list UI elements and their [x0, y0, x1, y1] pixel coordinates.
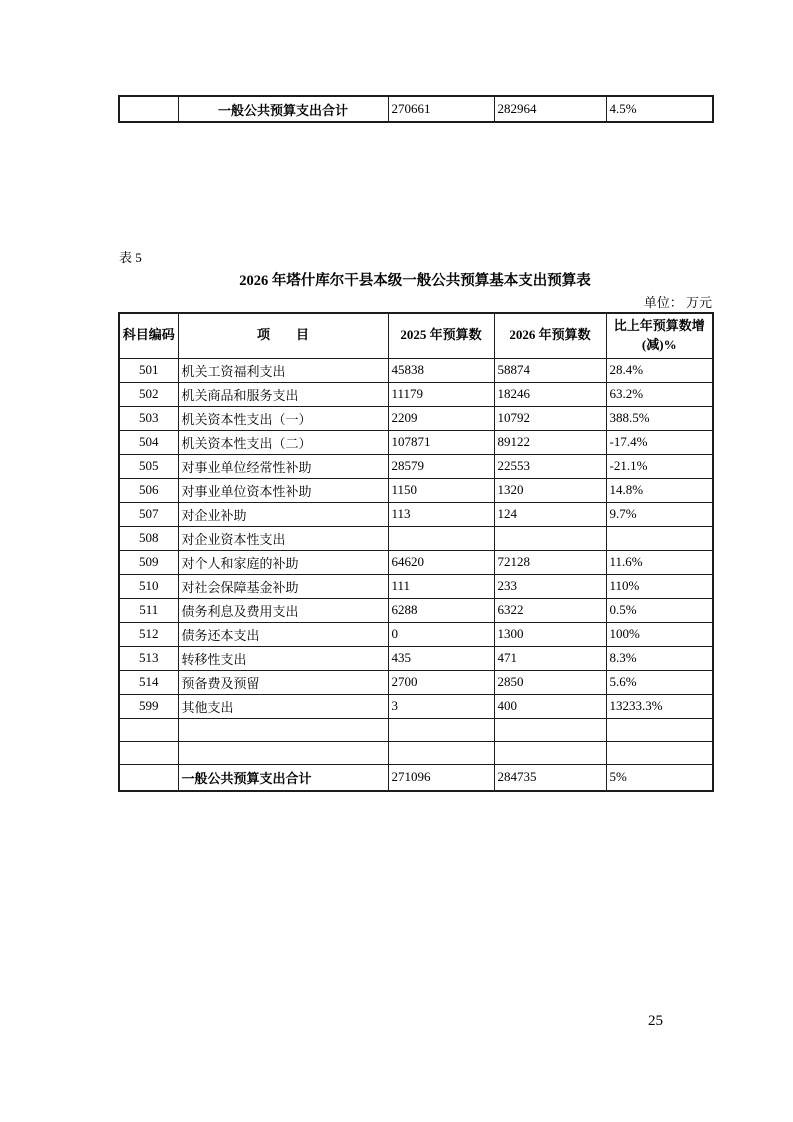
cell-item: 转移性支出 — [178, 646, 388, 670]
cell-2026-value — [494, 741, 606, 764]
header-change-percent — [606, 313, 713, 358]
header-2026-budget: 2026 年预算数 — [494, 313, 606, 358]
cell-2025-value: 0 — [388, 622, 494, 646]
header-item: 项 目 — [178, 313, 388, 358]
cell-change-value: 9.7% — [606, 502, 713, 526]
cell-2025-value — [388, 718, 494, 741]
cell-2025-value: 1150 — [388, 478, 494, 502]
cell-2025-value: 111 — [388, 574, 494, 598]
cell-code: 509 — [119, 550, 178, 574]
header-subject-code: 科目编码 — [119, 313, 178, 358]
cell-code — [119, 96, 178, 122]
cell-2025-value — [388, 741, 494, 764]
cell-item — [178, 741, 388, 764]
cell-2025-value: 11179 — [388, 382, 494, 406]
cell-2026-value: 10792 — [494, 406, 606, 430]
cell-change-value: 5.6% — [606, 670, 713, 694]
cell-change-value: 388.5% — [606, 406, 713, 430]
cell-code: 599 — [119, 694, 178, 718]
cell-2026-value: 1320 — [494, 478, 606, 502]
table-row — [119, 478, 713, 502]
table-row — [119, 670, 713, 694]
table-title: 2026 年塔什库尔干县本级一般公共预算基本支出预算表 — [239, 273, 591, 289]
cell-2026-value: 18246 — [494, 382, 606, 406]
table-caption: 表 5 — [119, 250, 142, 265]
cell-2025-value: 270661 — [388, 96, 494, 122]
cell-change-value: -17.4% — [606, 430, 713, 454]
cell-2026-value: 72128 — [494, 550, 606, 574]
cell-code: 506 — [119, 478, 178, 502]
cell-code: 504 — [119, 430, 178, 454]
table-row — [119, 598, 713, 622]
header-2025-budget: 2025 年预算数 — [388, 313, 494, 358]
table-row — [119, 646, 713, 670]
cell-2025-value: 271096 — [388, 764, 494, 791]
cell-2026-value: 1300 — [494, 622, 606, 646]
table-row — [119, 406, 713, 430]
header-change-line1: 比上年预算数增 — [613, 317, 705, 333]
cell-2025-value: 2209 — [388, 406, 494, 430]
page-number: 25 — [648, 1013, 663, 1029]
cell-2026-value: 22553 — [494, 454, 606, 478]
cell-change-value: 110% — [606, 574, 713, 598]
cell-2026-value: 400 — [494, 694, 606, 718]
cell-2026-value: 89122 — [494, 430, 606, 454]
cell-code: 511 — [119, 598, 178, 622]
table-row — [119, 358, 713, 382]
cell-code: 514 — [119, 670, 178, 694]
cell-item: 机关资本性支出（二） — [178, 430, 388, 454]
table-row — [119, 550, 713, 574]
table-row-empty — [119, 718, 713, 741]
cell-item: 对社会保障基金补助 — [178, 574, 388, 598]
table-row — [119, 430, 713, 454]
cell-change-value: 8.3% — [606, 646, 713, 670]
cell-change-value: 63.2% — [606, 382, 713, 406]
cell-code — [119, 764, 178, 791]
cell-change-value: 4.5% — [606, 96, 713, 122]
cell-change-value: 0.5% — [606, 598, 713, 622]
table-row — [119, 574, 713, 598]
table-header-row — [119, 313, 713, 358]
budget-expenditure-table — [118, 312, 714, 792]
cell-item: 机关工资福利支出 — [178, 358, 388, 382]
table-row-total — [119, 764, 713, 791]
cell-code: 502 — [119, 382, 178, 406]
table-row — [119, 694, 713, 718]
cell-2026-value: 284735 — [494, 764, 606, 791]
table-row-empty — [119, 741, 713, 764]
cell-item: 对个人和家庭的补助 — [178, 550, 388, 574]
cell-code: 513 — [119, 646, 178, 670]
cell-2025-value: 3 — [388, 694, 494, 718]
table-row — [119, 454, 713, 478]
cell-item — [178, 718, 388, 741]
cell-change-value: 14.8% — [606, 478, 713, 502]
cell-change-value: 13233.3% — [606, 694, 713, 718]
cell-item: 债务还本支出 — [178, 622, 388, 646]
cell-2025-value: 45838 — [388, 358, 494, 382]
cell-2025-value: 2700 — [388, 670, 494, 694]
cell-2026-value: 2850 — [494, 670, 606, 694]
cell-item: 其他支出 — [178, 694, 388, 718]
cell-2025-value: 113 — [388, 502, 494, 526]
cell-item: 机关商品和服务支出 — [178, 382, 388, 406]
cell-2026-value: 233 — [494, 574, 606, 598]
cell-change-value: -21.1% — [606, 454, 713, 478]
cell-2025-value: 107871 — [388, 430, 494, 454]
cell-code: 508 — [119, 526, 178, 550]
cell-code: 510 — [119, 574, 178, 598]
cell-2026-value: 282964 — [494, 96, 606, 122]
cell-item: 对事业单位经常性补助 — [178, 454, 388, 478]
cell-change-value: 28.4% — [606, 358, 713, 382]
cell-change-value — [606, 718, 713, 741]
cell-code: 507 — [119, 502, 178, 526]
cell-item-total: 一般公共预算支出合计 — [178, 764, 388, 791]
cell-change-value: 5% — [606, 764, 713, 791]
cell-2026-value — [494, 718, 606, 741]
cell-code: 503 — [119, 406, 178, 430]
unit-label: 单位： 万元 — [643, 295, 712, 310]
table-row — [119, 622, 713, 646]
cell-2026-value: 471 — [494, 646, 606, 670]
cell-item: 债务利息及费用支出 — [178, 598, 388, 622]
cell-change-value: 100% — [606, 622, 713, 646]
cell-code — [119, 741, 178, 764]
table-row-total-fragment — [119, 96, 713, 122]
previous-page-table-fragment — [118, 95, 714, 123]
cell-change-value — [606, 741, 713, 764]
cell-change-value — [606, 526, 713, 550]
cell-item: 对事业单位资本性补助 — [178, 478, 388, 502]
cell-item-total: 一般公共预算支出合计 — [178, 96, 388, 122]
cell-change-value: 11.6% — [606, 550, 713, 574]
cell-2025-value — [388, 526, 494, 550]
cell-code: 505 — [119, 454, 178, 478]
cell-item: 机关资本性支出（一） — [178, 406, 388, 430]
cell-code — [119, 718, 178, 741]
cell-2025-value: 64620 — [388, 550, 494, 574]
table-row — [119, 382, 713, 406]
cell-2025-value: 435 — [388, 646, 494, 670]
cell-item: 对企业补助 — [178, 502, 388, 526]
cell-item: 预备费及预留 — [178, 670, 388, 694]
header-change-line2: (减)% — [641, 336, 677, 352]
cell-2026-value: 124 — [494, 502, 606, 526]
cell-2026-value: 58874 — [494, 358, 606, 382]
cell-2025-value: 28579 — [388, 454, 494, 478]
cell-2025-value: 6288 — [388, 598, 494, 622]
cell-code: 501 — [119, 358, 178, 382]
table-row — [119, 502, 713, 526]
cell-2026-value: 6322 — [494, 598, 606, 622]
cell-code: 512 — [119, 622, 178, 646]
cell-item: 对企业资本性支出 — [178, 526, 388, 550]
table-row — [119, 526, 713, 550]
cell-2026-value — [494, 526, 606, 550]
